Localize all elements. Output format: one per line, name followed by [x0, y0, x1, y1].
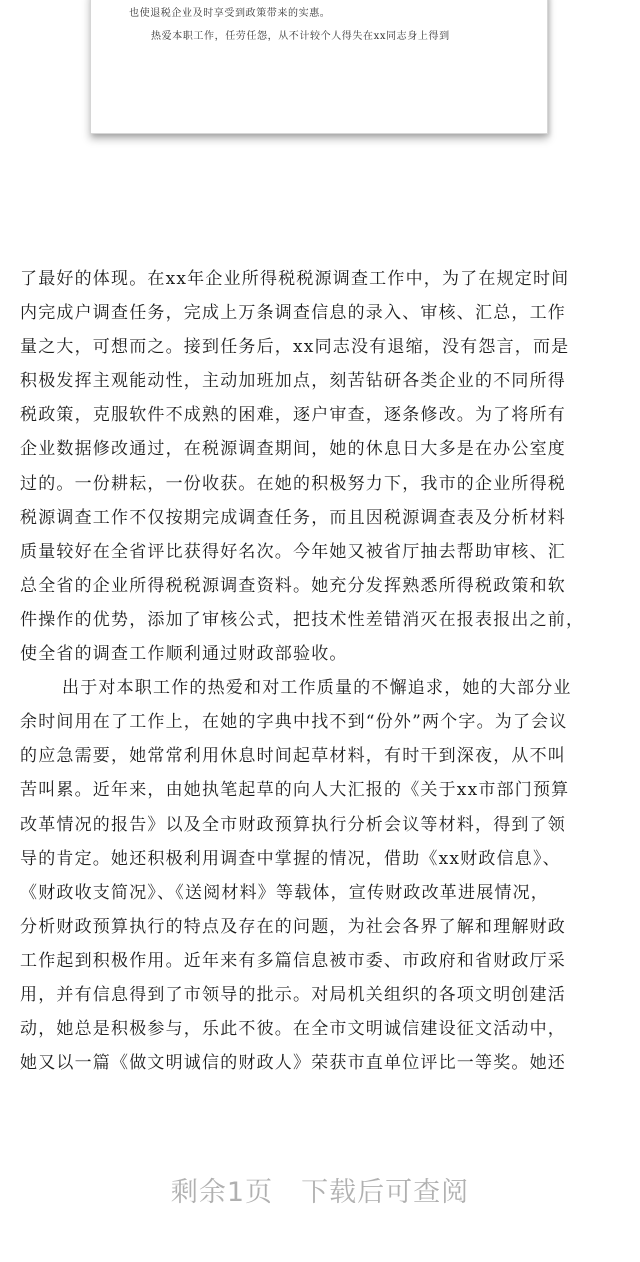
body-line: 内完成户调查任务，完成上万条调查信息的录入、审核、汇总，工作: [20, 303, 566, 324]
body-line: 改革情况的报告》以及全市财政预算执行分析会议等材料，得到了领: [20, 814, 566, 835]
body-line: 过的。一份耕耘，一份收获。在她的积极努力下，我市的企业所得税: [20, 473, 566, 494]
body-line: 工作起到积极作用。近年来有多篇信息被市委、市政府和省财政厅采: [20, 950, 566, 971]
preview-line-2: 热爱本职工作，任劳任怨，从不计较个人得失在xx同志身上得到: [151, 31, 450, 42]
body-line: 苦叫累。近年来，由她执笔起草的向人大汇报的《关于xx市部门预算: [20, 780, 570, 801]
document-body: [20, 262, 624, 1080]
body-line: 总全省的企业所得税税源调查资料。她充分发挥熟悉所得税政策和软: [20, 575, 566, 596]
body-line: 量之大，可想而之。接到任务后，xx同志没有退缩，没有怨言，而是: [20, 337, 570, 358]
document-preview-card: [90, 0, 548, 134]
paragraph-start-line: 出于对本职工作的热爱和对工作质量的不懈追求，她的大部分业: [62, 678, 572, 699]
download-to-read-button[interactable]: [0, 1173, 640, 1213]
body-line: 企业数据修改通过，在税源调查期间，她的休息日大多是在办公室度: [20, 439, 566, 460]
body-line: 《财政收支简况》、《送阅材料》等载体，宣传财政改革进展情况，: [20, 882, 549, 903]
body-line: 分析财政预算执行的特点及存在的问题，为社会各界了解和理解财政: [20, 916, 566, 937]
body-line: 使全省的调查工作顺利通过财政部验收。: [20, 644, 348, 665]
body-line: 余时间用在了工作上，在她的字典中找不到“份外”两个字。为了会议: [20, 712, 568, 733]
body-line: 了最好的体现。在xx年企业所得税税源调查工作中，为了在规定时间: [20, 269, 570, 289]
body-line: 件操作的优势，添加了审核公式，把技术性差错消灭在报表报出之前，: [20, 609, 585, 630]
body-line: 导的肯定。她还积极利用调查中掌握的情况，借助《xx财政信息》、: [20, 848, 561, 869]
body-line: 税源调查工作不仅按期完成调查任务，而且因税源调查表及分析材料: [20, 507, 566, 528]
download-action-label: 下载后可查阅: [301, 1177, 470, 1208]
body-line: 用，并有信息得到了市领导的批示。对局机关组织的各项文明创建活: [20, 984, 566, 1005]
body-line: 质量较好在全省评比获得好名次。今年她又被省厅抽去帮助审核、汇: [20, 541, 566, 562]
body-line: 积极发挥主观能动性，主动加班加点，刻苦钻研各类企业的不同所得: [20, 371, 566, 392]
body-line: 动，她总是积极参与，乐此不彼。在全市文明诚信建设征文活动中，: [20, 1019, 566, 1040]
body-line: 的应急需要，她常常利用休息时间起草材料，有时干到深夜，从不叫: [20, 746, 566, 767]
preview-line-1: 也使退税企业及时享受到政策带来的实惠。: [129, 8, 331, 19]
body-line: 税政策，克服软件不成熟的困难，逐户审查，逐条修改。为了将所有: [20, 405, 566, 426]
body-line: 她又以一篇《做文明诚信的财政人》荣获市直单位评比一等奖。她还: [20, 1053, 566, 1074]
remaining-pages-label: 剩余1页: [170, 1177, 274, 1208]
